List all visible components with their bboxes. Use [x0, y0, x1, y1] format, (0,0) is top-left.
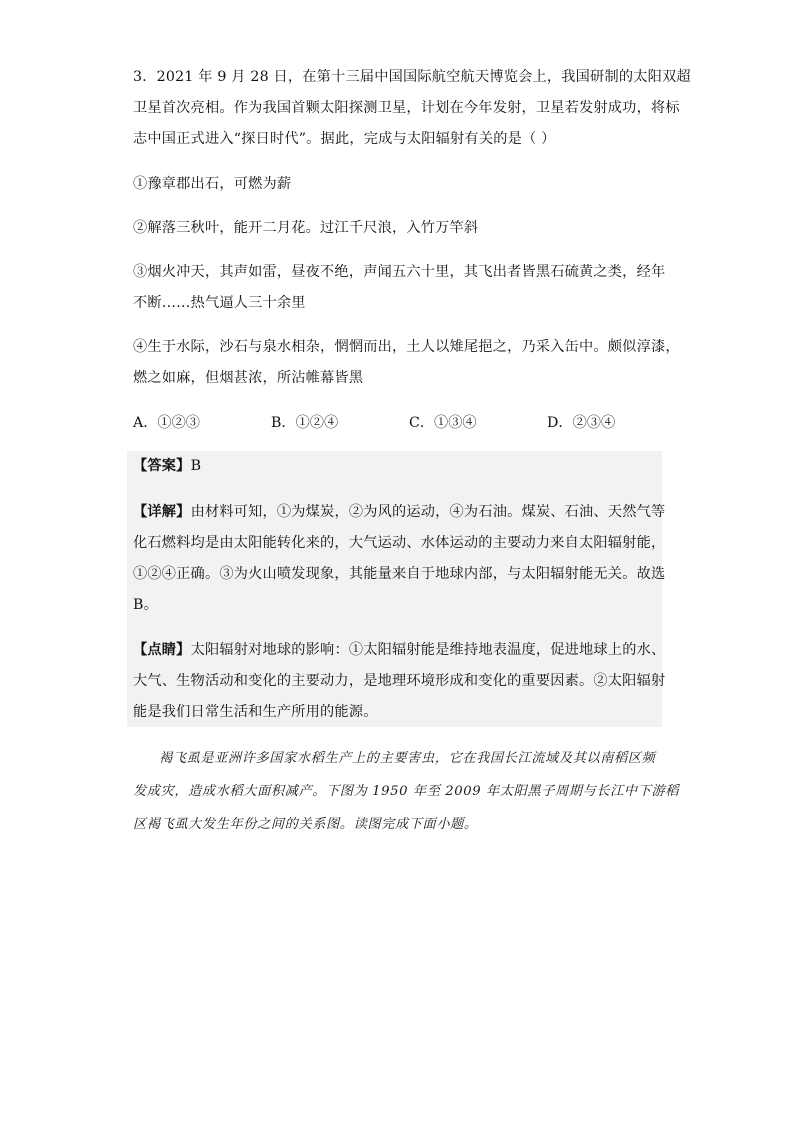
answer-line	[133, 451, 201, 482]
option-d: D．②③④	[547, 415, 616, 431]
material-item-3	[133, 257, 666, 319]
material-item-line: ②解落三秋叶，能开二月花。过江千尺浪，入竹万竿斜	[133, 220, 479, 236]
next-question-intro	[133, 742, 680, 841]
detail-tag: 【详解】	[133, 504, 191, 520]
material-item-1	[133, 169, 663, 200]
material-item-line: ①豫章郡出石，可燃为薪	[133, 176, 292, 192]
option-a: A．①②③	[133, 415, 200, 431]
detail-line: 化石燃料均是由太阳能转化来的，大气运动、水体运动的主要动力来自太阳辐射能，	[133, 535, 666, 551]
detail-text: 由材料可知，①为煤炭，②为风的运动，④为石油。煤炭、石油、天然气等	[190, 504, 666, 520]
material-item-4	[133, 332, 680, 394]
question-stem	[133, 62, 691, 155]
answer-value: B	[190, 458, 202, 474]
question-stem-line: 志中国正式进入“探日时代”。据此，完成与太阳辐射有关的是（ ）	[133, 131, 556, 147]
material-item-line: 不断……热气逼人三十余里	[133, 295, 306, 311]
material-item-line: ③烟火冲天，其声如雷，昼夜不绝，声闻五六十里，其飞出者皆黑石硫黄之类，经年	[133, 264, 666, 280]
material-item-line: ④生于水际，沙石与泉水相杂，惘惘而出，土人以雉尾挹之，乃采入缶中。颇似淳漆，	[133, 339, 680, 355]
question-stem-line: 3．2021 年 9 月 28 日，在第十三届中国国际航空航天博览会上，我国研制的太阳双超	[133, 69, 691, 85]
comment-tag: 【点睛】	[133, 642, 191, 658]
intro-line: 区褐飞虱大发生年份之间的关系图。读图完成下面小题。	[133, 817, 478, 832]
option-c: C．①③④	[409, 415, 477, 431]
comment-line	[133, 635, 665, 666]
answer-explanation-box	[127, 451, 666, 727]
detail-line: B。	[133, 597, 159, 613]
intro-line: 褐飞虱是亚洲许多国家水稻生产上的主要害虫，它在我国长江流域及其以南稻区频	[159, 751, 656, 766]
answer-options	[133, 408, 663, 439]
option-b: B．①②④	[271, 415, 339, 431]
comment-line: 能是我们日常生活和生产所用的能源。	[133, 704, 378, 720]
material-item-line: 燃之如麻，但烟甚浓，所沾帷幕皆黑	[133, 370, 364, 386]
comment-text: 太阳辐射对地球的影响：①太阳辐射能是维持地表温度，促进地球上的水、	[190, 642, 666, 658]
comment-line: 大气、生物活动和变化的主要动力，是地理环境形成和变化的重要因素。②太阳辐射	[133, 673, 666, 689]
detail-line	[133, 497, 665, 528]
question-stem-line: 卫星首次亮相。作为我国首颗太阳探测卫星，计划在今年发射，卫星若发射成功，将标	[133, 100, 680, 116]
intro-line: 发成灾，造成水稻大面积减产。下图为 1950 年至 2009 年太阳黑子周期与长江中下游稻	[133, 784, 680, 799]
detail-line: ①②④正确。③为火山喷发现象，其能量来自于地球内部，与太阳辐射能无关。故选	[133, 566, 666, 582]
answer-tag: 【答案】	[133, 458, 191, 474]
material-item-2	[133, 213, 663, 244]
